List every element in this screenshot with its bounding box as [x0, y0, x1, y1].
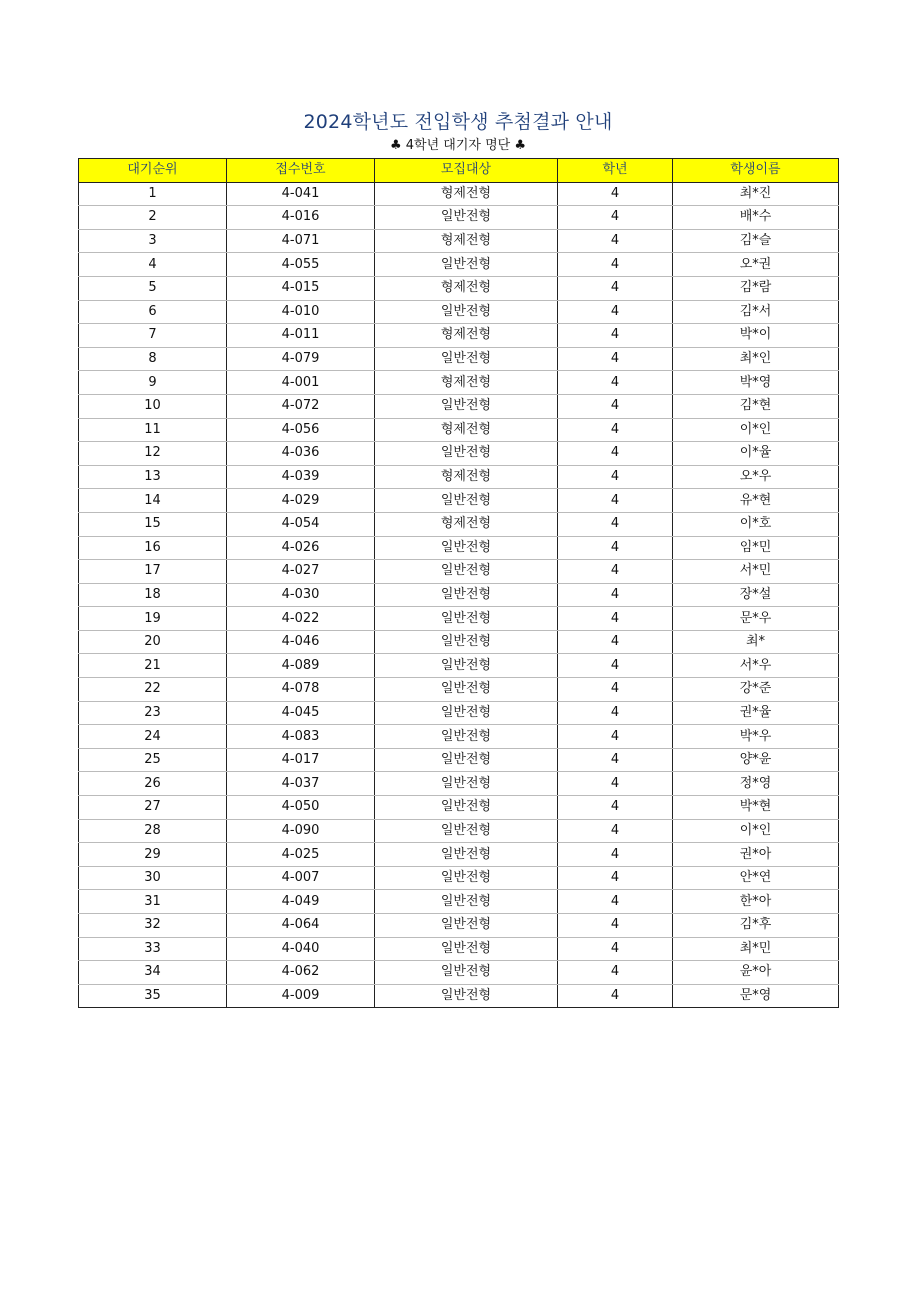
- student-name-cell: 최*민: [673, 937, 839, 961]
- rank-cell: 32: [79, 914, 227, 938]
- student-name-cell: 안*연: [673, 866, 839, 890]
- rank-cell: 9: [79, 371, 227, 395]
- grade-cell: 4: [558, 678, 673, 702]
- grade-cell: 4: [558, 418, 673, 442]
- recruitment-type-cell: 형제전형: [375, 276, 558, 300]
- recruitment-type-cell: 일반전형: [375, 866, 558, 890]
- student-name-cell: 김*슬: [673, 229, 839, 253]
- student-name-cell: 문*영: [673, 984, 839, 1008]
- table-row: [79, 253, 839, 277]
- rank-cell: 2: [79, 206, 227, 230]
- application-number-cell: 4-026: [227, 536, 375, 560]
- application-number-cell: 4-007: [227, 866, 375, 890]
- application-number-cell: 4-009: [227, 984, 375, 1008]
- grade-cell: 4: [558, 725, 673, 749]
- grade-cell: 4: [558, 796, 673, 820]
- recruitment-type-cell: 일반전형: [375, 630, 558, 654]
- student-name-cell: 이*인: [673, 819, 839, 843]
- rank-cell: 22: [79, 678, 227, 702]
- student-name-cell: 권*아: [673, 843, 839, 867]
- student-name-cell: 서*민: [673, 560, 839, 584]
- application-number-cell: 4-050: [227, 796, 375, 820]
- grade-cell: 4: [558, 442, 673, 466]
- table-row: [79, 229, 839, 253]
- student-name-cell: 박*현: [673, 796, 839, 820]
- rank-cell: 12: [79, 442, 227, 466]
- table-row: [79, 914, 839, 938]
- application-number-cell: 4-030: [227, 583, 375, 607]
- application-number-cell: 4-079: [227, 347, 375, 371]
- table-row: [79, 536, 839, 560]
- rank-cell: 14: [79, 489, 227, 513]
- application-number-cell: 4-045: [227, 701, 375, 725]
- waitlist-table: [78, 158, 839, 1008]
- application-number-cell: 4-062: [227, 961, 375, 985]
- application-number-cell: 4-078: [227, 678, 375, 702]
- application-number-cell: 4-056: [227, 418, 375, 442]
- application-number-cell: 4-040: [227, 937, 375, 961]
- recruitment-type-cell: 일반전형: [375, 914, 558, 938]
- recruitment-type-cell: 일반전형: [375, 937, 558, 961]
- table-row: [79, 300, 839, 324]
- recruitment-type-cell: 형제전형: [375, 418, 558, 442]
- rank-cell: 4: [79, 253, 227, 277]
- application-number-cell: 4-036: [227, 442, 375, 466]
- rank-cell: 34: [79, 961, 227, 985]
- recruitment-type-cell: 일반전형: [375, 819, 558, 843]
- recruitment-type-cell: 일반전형: [375, 772, 558, 796]
- recruitment-type-cell: 일반전형: [375, 890, 558, 914]
- student-name-cell: 오*권: [673, 253, 839, 277]
- student-name-cell: 한*아: [673, 890, 839, 914]
- application-number-cell: 4-049: [227, 890, 375, 914]
- table-row: [79, 748, 839, 772]
- rank-cell: 11: [79, 418, 227, 442]
- student-name-cell: 김*람: [673, 276, 839, 300]
- grade-cell: 4: [558, 890, 673, 914]
- application-number-cell: 4-041: [227, 182, 375, 206]
- rank-cell: 1: [79, 182, 227, 206]
- grade-cell: 4: [558, 866, 673, 890]
- rank-cell: 19: [79, 607, 227, 631]
- student-name-cell: 박*영: [673, 371, 839, 395]
- recruitment-type-cell: 일반전형: [375, 678, 558, 702]
- grade-cell: 4: [558, 371, 673, 395]
- table-row: [79, 819, 839, 843]
- student-name-cell: 최*: [673, 630, 839, 654]
- student-name-cell: 권*율: [673, 701, 839, 725]
- rank-cell: 21: [79, 654, 227, 678]
- rank-cell: 33: [79, 937, 227, 961]
- recruitment-type-cell: 형제전형: [375, 182, 558, 206]
- rank-cell: 26: [79, 772, 227, 796]
- application-number-cell: 4-064: [227, 914, 375, 938]
- application-number-cell: 4-011: [227, 324, 375, 348]
- table-row: [79, 465, 839, 489]
- table-row: [79, 772, 839, 796]
- application-number-cell: 4-015: [227, 276, 375, 300]
- table-row: [79, 843, 839, 867]
- page-title: 2024학년도 전입학생 추첨결과 안내: [303, 111, 613, 133]
- application-number-cell: 4-017: [227, 748, 375, 772]
- table-row: [79, 276, 839, 300]
- application-number-cell: 4-025: [227, 843, 375, 867]
- student-name-cell: 최*진: [673, 182, 839, 206]
- grade-cell: 4: [558, 701, 673, 725]
- student-name-cell: 최*인: [673, 347, 839, 371]
- application-number-cell: 4-022: [227, 607, 375, 631]
- recruitment-type-cell: 일반전형: [375, 654, 558, 678]
- table-row: [79, 890, 839, 914]
- table-row: [79, 678, 839, 702]
- table-row: [79, 796, 839, 820]
- application-number-cell: 4-037: [227, 772, 375, 796]
- recruitment-type-cell: 형제전형: [375, 324, 558, 348]
- application-number-cell: 4-027: [227, 560, 375, 584]
- student-name-cell: 김*서: [673, 300, 839, 324]
- recruitment-type-cell: 일반전형: [375, 394, 558, 418]
- table-row: [79, 442, 839, 466]
- table-row: [79, 347, 839, 371]
- student-name-cell: 이*인: [673, 418, 839, 442]
- table-row: [79, 961, 839, 985]
- grade-cell: 4: [558, 607, 673, 631]
- recruitment-type-cell: 일반전형: [375, 347, 558, 371]
- student-name-cell: 양*윤: [673, 748, 839, 772]
- application-number-cell: 4-001: [227, 371, 375, 395]
- application-number-cell: 4-055: [227, 253, 375, 277]
- grade-cell: 4: [558, 654, 673, 678]
- table-row: [79, 701, 839, 725]
- student-name-cell: 강*준: [673, 678, 839, 702]
- application-number-cell: 4-046: [227, 630, 375, 654]
- table-row: [79, 371, 839, 395]
- recruitment-type-cell: 일반전형: [375, 984, 558, 1008]
- student-name-cell: 서*우: [673, 654, 839, 678]
- grade-cell: 4: [558, 914, 673, 938]
- grade-cell: 4: [558, 394, 673, 418]
- table-row: [79, 866, 839, 890]
- grade-cell: 4: [558, 560, 673, 584]
- student-name-cell: 윤*아: [673, 961, 839, 985]
- application-number-cell: 4-090: [227, 819, 375, 843]
- grade-cell: 4: [558, 583, 673, 607]
- student-name-cell: 문*우: [673, 607, 839, 631]
- application-number-cell: 4-010: [227, 300, 375, 324]
- student-name-cell: 이*율: [673, 442, 839, 466]
- rank-cell: 6: [79, 300, 227, 324]
- grade-cell: 4: [558, 253, 673, 277]
- student-name-cell: 오*우: [673, 465, 839, 489]
- rank-cell: 25: [79, 748, 227, 772]
- student-name-cell: 정*영: [673, 772, 839, 796]
- table-row: [79, 984, 839, 1008]
- recruitment-type-cell: 형제전형: [375, 465, 558, 489]
- application-number-cell: 4-083: [227, 725, 375, 749]
- rank-cell: 3: [79, 229, 227, 253]
- rank-cell: 31: [79, 890, 227, 914]
- column-header-student-name: 학생이름: [673, 159, 839, 183]
- table-row: [79, 583, 839, 607]
- grade-cell: 4: [558, 819, 673, 843]
- rank-cell: 27: [79, 796, 227, 820]
- rank-cell: 7: [79, 324, 227, 348]
- table-row: [79, 654, 839, 678]
- rank-cell: 28: [79, 819, 227, 843]
- student-name-cell: 장*설: [673, 583, 839, 607]
- student-name-cell: 김*현: [673, 394, 839, 418]
- application-number-cell: 4-071: [227, 229, 375, 253]
- recruitment-type-cell: 형제전형: [375, 229, 558, 253]
- recruitment-type-cell: 일반전형: [375, 725, 558, 749]
- grade-cell: 4: [558, 937, 673, 961]
- recruitment-type-cell: 일반전형: [375, 253, 558, 277]
- rank-cell: 20: [79, 630, 227, 654]
- recruitment-type-cell: 일반전형: [375, 701, 558, 725]
- table-row: [79, 418, 839, 442]
- table-row: [79, 394, 839, 418]
- table-body: [79, 182, 839, 1008]
- grade-cell: 4: [558, 324, 673, 348]
- recruitment-type-cell: 일반전형: [375, 607, 558, 631]
- student-name-cell: 유*현: [673, 489, 839, 513]
- column-header-grade: 학년: [558, 159, 673, 183]
- rank-cell: 10: [79, 394, 227, 418]
- student-name-cell: 박*우: [673, 725, 839, 749]
- table-header-row: [79, 159, 839, 183]
- recruitment-type-cell: 일반전형: [375, 206, 558, 230]
- grade-cell: 4: [558, 489, 673, 513]
- application-number-cell: 4-029: [227, 489, 375, 513]
- table-row: [79, 206, 839, 230]
- grade-cell: 4: [558, 347, 673, 371]
- grade-cell: 4: [558, 465, 673, 489]
- grade-cell: 4: [558, 206, 673, 230]
- application-number-cell: 4-016: [227, 206, 375, 230]
- recruitment-type-cell: 형제전형: [375, 371, 558, 395]
- rank-cell: 18: [79, 583, 227, 607]
- rank-cell: 17: [79, 560, 227, 584]
- recruitment-type-cell: 일반전형: [375, 489, 558, 513]
- table-row: [79, 512, 839, 536]
- rank-cell: 35: [79, 984, 227, 1008]
- rank-cell: 24: [79, 725, 227, 749]
- application-number-cell: 4-039: [227, 465, 375, 489]
- application-number-cell: 4-072: [227, 394, 375, 418]
- rank-cell: 16: [79, 536, 227, 560]
- table-row: [79, 937, 839, 961]
- column-header-application-number: 접수번호: [227, 159, 375, 183]
- student-name-cell: 박*이: [673, 324, 839, 348]
- grade-cell: 4: [558, 961, 673, 985]
- student-name-cell: 배*수: [673, 206, 839, 230]
- recruitment-type-cell: 일반전형: [375, 442, 558, 466]
- page-subtitle: ♣ 4학년 대기자 명단 ♣: [389, 138, 526, 153]
- application-number-cell: 4-054: [227, 512, 375, 536]
- grade-cell: 4: [558, 984, 673, 1008]
- rank-cell: 15: [79, 512, 227, 536]
- grade-cell: 4: [558, 843, 673, 867]
- application-number-cell: 4-089: [227, 654, 375, 678]
- student-name-cell: 김*후: [673, 914, 839, 938]
- column-header-recruitment-type: 모집대상: [375, 159, 558, 183]
- table-row: [79, 725, 839, 749]
- rank-cell: 30: [79, 866, 227, 890]
- grade-cell: 4: [558, 300, 673, 324]
- recruitment-type-cell: 일반전형: [375, 796, 558, 820]
- recruitment-type-cell: 일반전형: [375, 843, 558, 867]
- recruitment-type-cell: 일반전형: [375, 583, 558, 607]
- grade-cell: 4: [558, 772, 673, 796]
- rank-cell: 13: [79, 465, 227, 489]
- table-row: [79, 560, 839, 584]
- rank-cell: 5: [79, 276, 227, 300]
- table-row: [79, 324, 839, 348]
- grade-cell: 4: [558, 182, 673, 206]
- recruitment-type-cell: 일반전형: [375, 300, 558, 324]
- rank-cell: 23: [79, 701, 227, 725]
- recruitment-type-cell: 일반전형: [375, 961, 558, 985]
- grade-cell: 4: [558, 536, 673, 560]
- recruitment-type-cell: 형제전형: [375, 512, 558, 536]
- student-name-cell: 이*호: [673, 512, 839, 536]
- table-row: [79, 489, 839, 513]
- rank-cell: 8: [79, 347, 227, 371]
- recruitment-type-cell: 일반전형: [375, 560, 558, 584]
- grade-cell: 4: [558, 229, 673, 253]
- grade-cell: 4: [558, 630, 673, 654]
- recruitment-type-cell: 일반전형: [375, 748, 558, 772]
- table-row: [79, 182, 839, 206]
- student-name-cell: 임*민: [673, 536, 839, 560]
- table-row: [79, 607, 839, 631]
- table-row: [79, 630, 839, 654]
- grade-cell: 4: [558, 512, 673, 536]
- rank-cell: 29: [79, 843, 227, 867]
- column-header-rank: 대기순위: [79, 159, 227, 183]
- grade-cell: 4: [558, 748, 673, 772]
- grade-cell: 4: [558, 276, 673, 300]
- recruitment-type-cell: 일반전형: [375, 536, 558, 560]
